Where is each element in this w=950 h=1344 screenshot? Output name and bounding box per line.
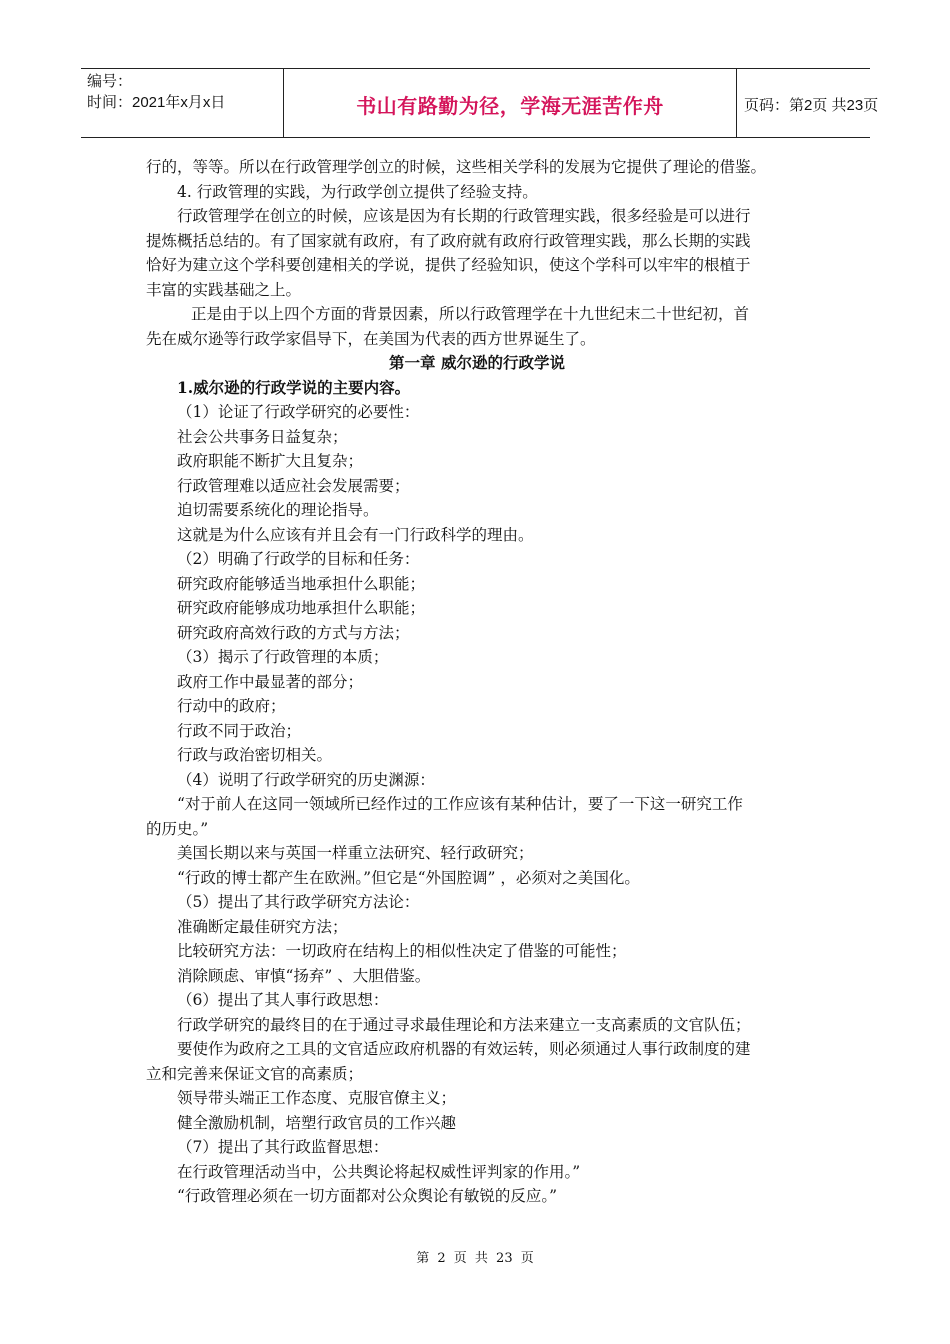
text-line: （3）揭示了行政管理的本质； bbox=[177, 648, 389, 666]
text-line: 社会公共事务日益复杂； bbox=[177, 427, 348, 446]
text-line: 研究政府能够适当地承担什么职能； bbox=[177, 574, 426, 593]
text-line: 研究政府能够成功地承担什么职能； bbox=[177, 599, 426, 617]
text-line: 的历史。” bbox=[146, 819, 209, 838]
chapter-heading: 第一章 威尔逊的行政学说 bbox=[389, 353, 565, 372]
header-motto-cell bbox=[283, 69, 737, 137]
date-label: 时间：2021年x月x日 bbox=[87, 94, 226, 111]
text-line: 比较研究方法：一切政府在结构上的相似性决定了借鉴的可能性； bbox=[177, 942, 627, 960]
motto-text: 书山有路勤为径，学海无涯苦作舟 bbox=[356, 94, 664, 118]
text-line: （7）提出了其行政监督思想： bbox=[177, 1138, 389, 1156]
text-line: 行政管理学在创立的时候，应该是因为有长期的行政管理实践，很多经验是可以进行 bbox=[177, 207, 751, 225]
text-line: 健全激励机制，培塑行政官员的工作兴趣 bbox=[177, 1113, 457, 1132]
text-line: （4）说明了行政学研究的历史渊源： bbox=[177, 770, 435, 789]
text-line: 迫切需要系统化的理论指导。 bbox=[177, 501, 379, 519]
text-line: 恰好为建立这个学科要创建相关的学说，提供了经验知识，使这个学科可以牢牢的根植于 bbox=[146, 256, 751, 274]
text-line: “对于前人在这同一领域所已经作过的工作应该有某种估计，要了一下这一研究工作 bbox=[177, 795, 743, 813]
text-line: 行的，等等。所以在行政管理学创立的时候，这些相关学科的发展为它提供了理论的借鉴。 bbox=[146, 158, 767, 176]
text-line: “行政的博士都产生在欧洲。”但它是“外国腔调” ，必须对之美国化。 bbox=[177, 868, 640, 887]
text-line: 提炼概括总结的。有了国家就有政府，有了政府就有政府行政管理实践，那么长期的实践 bbox=[146, 231, 751, 250]
text-line: 领导带头端正工作态度、克服官僚主义； bbox=[177, 1089, 457, 1107]
text-line: 要使作为政府之工具的文官适应政府机器的有效运转，则必须通过人事行政制度的建 bbox=[177, 1040, 751, 1058]
text-line: 在行政管理活动当中，公共舆论将起权威性评判家的作用。” bbox=[177, 1162, 581, 1181]
document-body bbox=[146, 155, 808, 1209]
text-line: 正是由于以上四个方面的背景因素，所以行政管理学在十九世纪末二十世纪初，首 bbox=[191, 305, 750, 323]
text-line: 准确断定最佳研究方法； bbox=[177, 917, 348, 936]
text-line: 研究政府高效行政的方式与方法； bbox=[177, 623, 410, 642]
text-line: 政府职能不断扩大且复杂； bbox=[177, 452, 364, 470]
page-header bbox=[81, 68, 879, 138]
text-line: 4. 行政管理的实践，为行政学创立提供了经验支持。 bbox=[177, 182, 538, 201]
text-line: 先在威尔逊等行政学家倡导下，在美国为代表的西方世界诞生了。 bbox=[146, 329, 596, 348]
section-heading: 1.威尔逊的行政学说的主要内容。 bbox=[177, 377, 411, 397]
text-line: 行政不同于政治； bbox=[177, 721, 302, 740]
text-line: 行政学研究的最终目的在于通过寻求最佳理论和方法来建立一支高素质的文官队伍； bbox=[177, 1015, 751, 1034]
text-line: 美国长期以来与英国一样重立法研究、轻行政研究； bbox=[177, 844, 534, 862]
header-meta bbox=[81, 69, 283, 139]
text-line: 行政与政治密切相关。 bbox=[177, 746, 333, 764]
text-line: （1）论证了行政学研究的必要性： bbox=[177, 403, 420, 421]
text-line: （6）提出了其人事行政思想： bbox=[177, 991, 389, 1009]
text-line: （5）提出了其行政学研究方法论： bbox=[177, 893, 420, 911]
text-line: 这就是为什么应该有并且会有一门行政科学的理由。 bbox=[177, 525, 534, 544]
text-line: “行政管理必须在一切方面都对公众舆论有敏锐的反应。” bbox=[177, 1187, 558, 1205]
text-line: （2）明确了行政学的目标和任务： bbox=[177, 550, 420, 568]
text-line: 消除顾虑、审慎“扬弃” 、大胆借鉴。 bbox=[177, 966, 431, 985]
text-line: 丰富的实践基础之上。 bbox=[146, 280, 302, 299]
text-line: 立和完善来保证文官的高素质； bbox=[146, 1064, 364, 1083]
text-line: 行动中的政府； bbox=[177, 697, 286, 715]
code-label: 编号： bbox=[87, 73, 133, 90]
page-footer: 第 2 页 共 23 页 bbox=[416, 1251, 534, 1266]
header-page-cell bbox=[736, 69, 879, 137]
text-line: 行政管理难以适应社会发展需要； bbox=[177, 476, 410, 495]
page-code: 页码：第2页 共23页 bbox=[744, 97, 879, 114]
text-line: 政府工作中最显著的部分； bbox=[177, 672, 364, 691]
